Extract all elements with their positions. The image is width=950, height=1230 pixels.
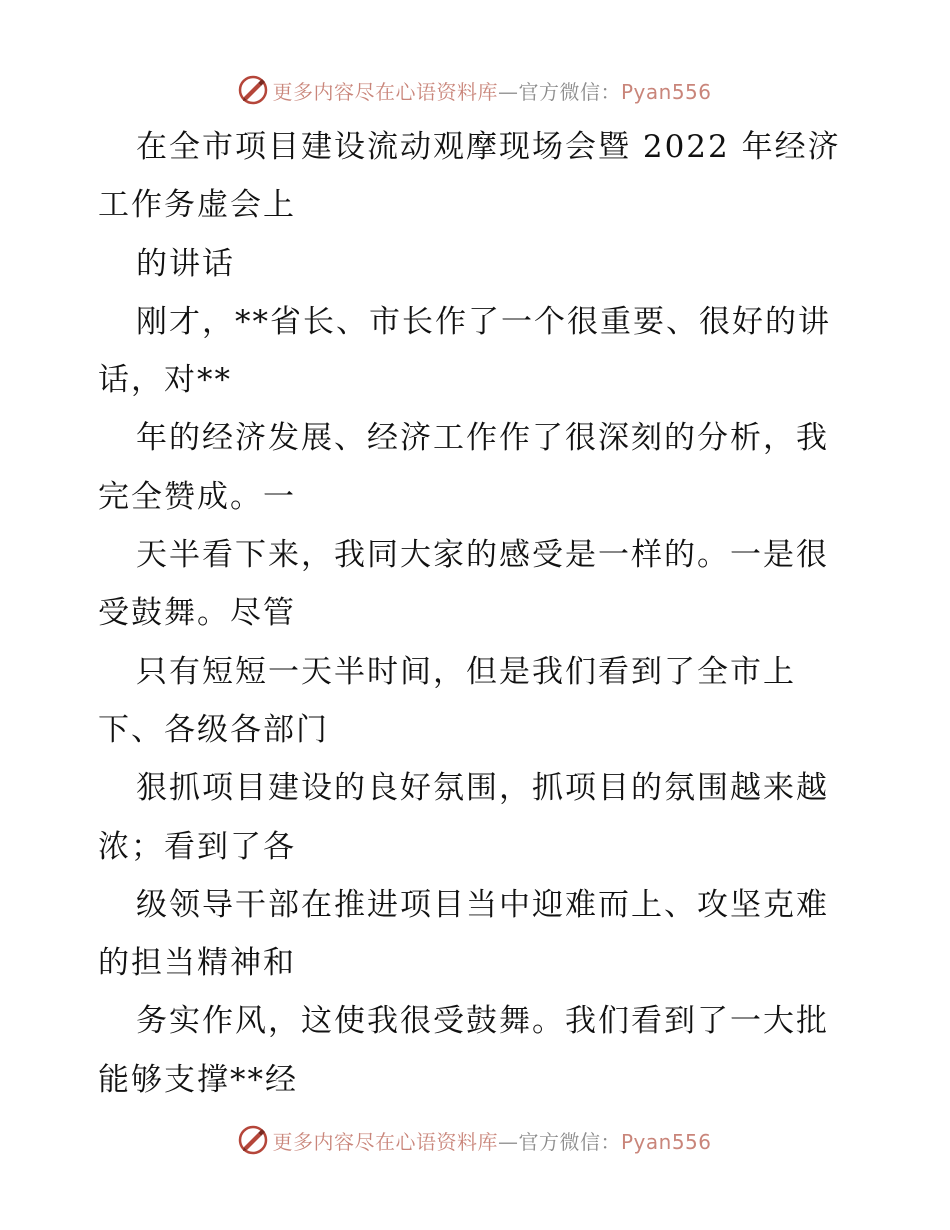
document-line: 天半看下来，我同大家的感受是一样的。一是很 [136, 537, 829, 574]
header-separator: — [497, 79, 519, 104]
header-contact-label: 官方微信： [518, 79, 621, 104]
footer-contact-id: Pyan556 [620, 1129, 712, 1154]
footer-separator: — [497, 1129, 519, 1154]
document-line: 只有短短一天半时间，但是我们看到了全市上 [136, 653, 796, 690]
document-line: 话，对** [98, 362, 232, 399]
red-pen-circle-logo-icon [238, 1125, 268, 1155]
footer-banner [0, 1120, 950, 1160]
footer-contact-label: 官方微信： [518, 1129, 621, 1154]
document-line: 工作务虚会上 [98, 187, 296, 224]
header-banner [0, 70, 950, 110]
document-line: 刚才，**省长、市长作了一个很重要、很好的讲 [136, 303, 831, 340]
document-line: 受鼓舞。尽管 [98, 595, 296, 632]
document-line: 能够支撑**经 [98, 1061, 298, 1098]
header-brand-text: 更多内容尽在心语资料库 [272, 79, 498, 104]
document-line: 完全赞成。一 [98, 478, 296, 515]
header-contact-id: Pyan556 [620, 79, 712, 104]
document-body [98, 118, 858, 1109]
footer-brand-text: 更多内容尽在心语资料库 [272, 1129, 498, 1154]
document-line: 浓；看到了各 [98, 828, 296, 865]
document-line: 务实作风，这使我很受鼓舞。我们看到了一大批 [136, 1003, 829, 1040]
document-line: 的担当精神和 [98, 945, 296, 982]
document-line: 的讲话 [136, 245, 235, 282]
document-line: 下、各级各部门 [98, 711, 329, 748]
red-pen-circle-logo-icon [238, 75, 268, 105]
document-line: 狠抓项目建设的良好氛围，抓项目的氛围越来越 [136, 770, 829, 807]
document-line: 级领导干部在推进项目当中迎难而上、攻坚克难 [136, 886, 829, 923]
document-line: 年的经济发展、经济工作作了很深刻的分析，我 [136, 420, 829, 457]
document-line: 在全市项目建设流动观摩现场会暨 2022 年经济 [136, 129, 841, 165]
